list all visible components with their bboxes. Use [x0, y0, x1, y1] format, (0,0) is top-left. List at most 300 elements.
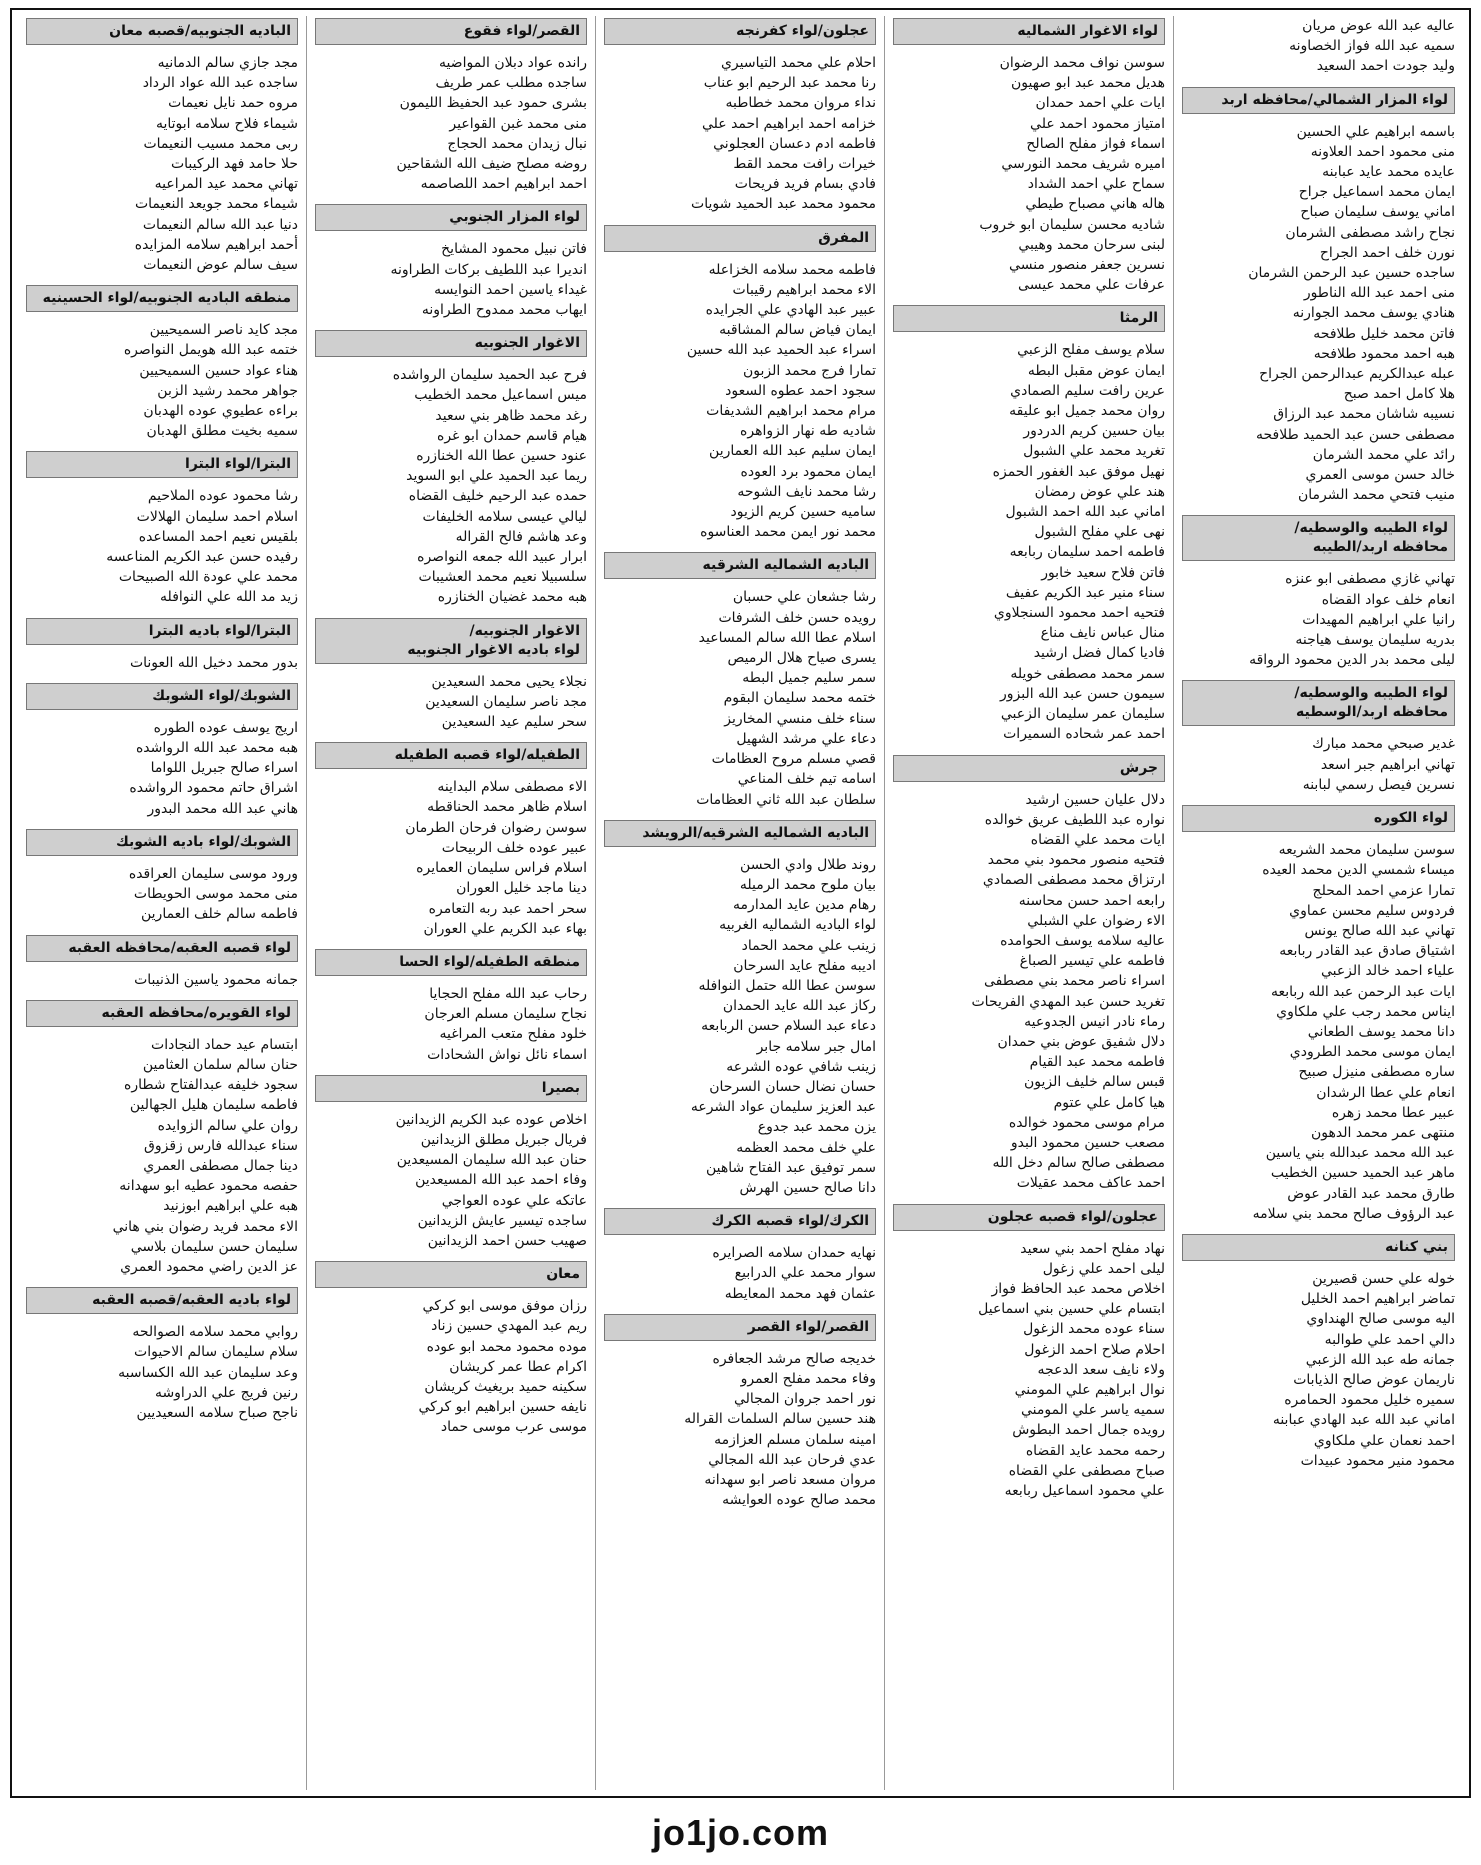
section-header: الشوبك/لواء الشوبك [26, 683, 298, 710]
section [315, 18, 587, 194]
list-item: نجاح راشد مصطفى الشرمان [1285, 224, 1455, 241]
list-item: ناجح صباح سلامه السعيديين [136, 1404, 298, 1421]
list-item: هبه علي ابراهيم ابوزنيد [163, 1198, 298, 1215]
list-item: رزان موفق موسى ابو كركي [422, 1298, 587, 1315]
list-item: رنا محمد عبد الرحيم ابو عناب [703, 75, 876, 92]
list-item: وعد سليمان عبد الله الكساسبه [118, 1364, 298, 1381]
list-item: بهاء عبد الكريم علي العوران [423, 920, 587, 937]
list-item: اسامه تيم خلف المناعي [737, 771, 876, 788]
list-item: سحر احمد عبد ربه التعامره [428, 900, 587, 917]
section-header: الرمثا [893, 305, 1165, 332]
list-item: اديبه مفلح عايد السرحان [733, 957, 876, 974]
list-item: ايمان محمود برد العوده [740, 463, 876, 480]
list-item: محمود محمد عبد الحميد شويات [691, 196, 876, 213]
list-item: اريج يوسف عوده الطوره [153, 719, 298, 736]
section-header: لواء الطيبه والوسطيه/ محافظه اربد/الوسطيه [1182, 680, 1455, 726]
list-item: سمر محمد مصطفى خويله [1010, 665, 1165, 682]
list-item: نسرين جعفر منصور منسي [1009, 257, 1165, 274]
list-item: عبد الله محمد عبدالله بني ياسين [1265, 1145, 1455, 1162]
list-item: بيان ملوح محمد الرميله [739, 876, 876, 893]
list-item: قصي مسلم مروح العظامات [711, 751, 876, 768]
list-item: رويده حسن خلف الشرفات [718, 609, 876, 626]
list-item: خوله علي حسن قصيرين [1312, 1270, 1455, 1287]
list-item: اماني عبد الله احمد الشبول [1005, 504, 1165, 521]
list-item: سميه بخيت مطلق الهدبان [146, 423, 298, 440]
list-item: ايات عبد الرحمن عبد الله ربابعه [1271, 983, 1455, 1000]
list-item: وليد جودت احمد السعيد [1316, 58, 1455, 75]
list-item: سحر سليم عيد السعيدين [441, 714, 587, 731]
list-item: لبنى سرحان محمد وهيبي [1018, 236, 1165, 253]
list-item: حنان عبد الله سليمان المسيعدين [396, 1152, 587, 1169]
list-item: صباح مصطفى علي القضاه [1008, 1462, 1165, 1479]
list-item: اسلام فراس سليمان العمايره [416, 860, 587, 877]
section-header: لواء القويره/محافظه العقبه [26, 1000, 298, 1027]
list-item: فرح عبد الحميد سليمان الرواشده [392, 367, 587, 384]
list-item: مروه حمد نايل نعيمات [168, 95, 298, 112]
section [1182, 16, 1455, 77]
list-item: رهام مدين عايد المدارمه [733, 897, 876, 914]
list-item: سمر توفيق عبد الفتاح شاهين [705, 1159, 876, 1176]
list-item: حنان سالم سلمان العثامين [142, 1056, 298, 1073]
section-header: البترا/لواء باديه البترا [26, 618, 298, 645]
list-item: عثمان فهد محمد المعايطه [724, 1285, 876, 1302]
section-header: الكرك/لواء قصبه الكرك [604, 1208, 876, 1235]
list-item: رشا محمد نايف الشوحه [737, 483, 876, 500]
list-item: ختمه عبد الله هويمل النواصره [123, 342, 298, 359]
list-item: محمد نور ايمن محمد العناسوه [700, 524, 876, 541]
section [26, 935, 298, 990]
section [1182, 1234, 1455, 1471]
list-item: ايمان سليم عبد الله العمارين [709, 443, 876, 460]
list-item: جواهر محمد رشيد الزبن [157, 382, 298, 399]
section-header: الشوبك/لواء باديه الشوبك [26, 829, 298, 856]
list-item: ايات محمد علي القضاه [1030, 831, 1165, 848]
list-item: تمارا فرج محمد الزبون [743, 362, 876, 379]
list-item: اخلاص عوده عبد الكريم الزيدانين [395, 1111, 587, 1128]
list-item: عبد العزيز سليمان عواد الشرعه [690, 1099, 876, 1116]
list-item: نبال زيدان محمد الحجاج [447, 135, 587, 152]
list-item: تهاني غازي مصطفى ابو عنزه [1285, 571, 1455, 588]
list-item: ساره مصطفى منيزل صبيح [1298, 1064, 1455, 1081]
list-item: فاديا كمال فضل ارشيد [1033, 645, 1165, 662]
list-item: نايفه حسين ابراهيم ابو كركي [418, 1399, 587, 1416]
list-item: مصطفى حسن عبد الحميد طلافحه [1256, 426, 1455, 443]
list-item: زينب علي محمد الحماد [741, 937, 876, 954]
list-item: خزامه احمد ابراهيم احمد علي [701, 115, 876, 132]
list-item: عنود حسين عطا الله الخنازره [416, 448, 587, 465]
list-item: هند علي عوض رمضان [1034, 483, 1165, 500]
list-item: ايمان عوض مقبل البطه [1027, 362, 1165, 379]
list-item: مرام محمد ابراهيم الشديفات [706, 403, 876, 420]
list-item: اسماء فواز مفلح الصالح [1026, 135, 1165, 152]
list-item: امال جبر سلامه جابر [756, 1038, 876, 1055]
list-item: باسمه ابراهيم علي الحسين [1296, 123, 1455, 140]
list-item: نداء مروان محمد خطاطبه [725, 95, 876, 112]
list-item: منيب فتحي محمد الشرمان [1297, 487, 1455, 504]
site-footer: jo1jo.com [651, 1812, 830, 1853]
list-item: ايمان فياض سالم المشاقبه [719, 322, 876, 339]
list-item: تغريد حسن عبد المهدي الفريحات [971, 993, 1165, 1010]
list-item: شيماء فلاح سلامه ابوتايه [155, 115, 298, 132]
list-item: سمر سليم جميل البطه [742, 670, 876, 687]
section-header: البترا/لواء البترا [26, 451, 298, 478]
list-item: فاتن نبيل محمود المشايخ [441, 241, 587, 258]
list-item: رحاب عبد الله مفلح الحجايا [429, 985, 587, 1002]
list-item: رائد علي محمد الشرمان [1312, 446, 1455, 463]
list-item: براءه عطيوي عوده الهدبان [143, 403, 298, 420]
list-item: سوسن عطا الله حتمل النوافله [698, 977, 876, 994]
list-item: لواء الباديه الشماليه الغربيه [719, 917, 876, 934]
list-item: اسراء عبد الحميد عبد الله حسين [686, 342, 876, 359]
list-item: ساجده تيسير عايش الزيدانين [417, 1212, 587, 1229]
list-item: مصعب حسين محمود البدو [1010, 1134, 1165, 1151]
list-item: عز الدين راضي محمود العمري [120, 1258, 298, 1275]
section [26, 618, 298, 673]
list-item: ابتسام علي حسين بني اسماعيل [978, 1301, 1165, 1318]
list-item: هاني عبد الله محمد البدور [147, 800, 298, 817]
list-item: غدير صبحي محمد مبارك [1312, 736, 1455, 753]
list-item: سلام سليمان سالم الاحيوات [134, 1344, 298, 1361]
list-item: نهاد مفلح احمد بني سعيد [1020, 1240, 1165, 1257]
list-item: سكينه حميد بريغيث كريشان [424, 1378, 587, 1395]
list-item: ريم عبد المهدي حسين زناد [431, 1318, 587, 1335]
list-item: ساجده عبد الله عواد الرداد [142, 75, 298, 92]
section [315, 949, 587, 1065]
list-item: موسى عرب موسى حماد [440, 1419, 587, 1436]
list-item: عبير عوده خلف الربيحات [441, 839, 587, 856]
list-item: عبير عطا محمد زهره [1331, 1104, 1455, 1121]
section [893, 305, 1165, 744]
list-item: حسان نضال حسان السرحان [709, 1078, 876, 1095]
list-item: ساجده مطلب عمر طريف [435, 75, 587, 92]
list-item: اشتياق صادق عبد القادر ربابعه [1279, 943, 1455, 960]
list-item: محمد علي عودة الله الصبيحات [118, 569, 298, 586]
list-item: اماني يوسف سليمان صباح [1300, 204, 1455, 221]
section [1182, 680, 1455, 795]
list-item: بشرى حمود عبد الحفيظ الليمون [399, 95, 587, 112]
list-item: انعام خلف عواد القضاه [1321, 591, 1455, 608]
section [604, 1208, 876, 1304]
list-item: جمانه طه عبد الله الزعبي [1305, 1351, 1455, 1368]
list-item: روضه مصلح ضيف الله الشقاحين [396, 156, 587, 173]
list-item: سيمون حسن عبد الله البزور [999, 685, 1165, 702]
section [315, 618, 587, 733]
list-item: رانيا علي ابراهيم المهيدات [1302, 611, 1455, 628]
section-header: الباديه الجنوبيه/قصبه معان [26, 18, 298, 45]
section-header: لواء الطيبه والوسطيه/ محافظه اربد/الطيبه [1182, 515, 1455, 561]
list-item: سوار محمد علي الدرابيع [734, 1265, 876, 1282]
section-header: بني كنانه [1182, 1234, 1455, 1261]
list-item: دلال شفيق عوض بني حمدان [997, 1033, 1165, 1050]
list-item: محمد صالح عوده العوايشه [722, 1492, 876, 1509]
section-header: الباديه الشماليه الشرقيه/الرويشد [604, 820, 876, 847]
list-item: نهيل موفق عبد الغفور الحمزه [992, 463, 1165, 480]
list-item: رشا محمود عوده الملاحيم [147, 488, 298, 505]
list-item: سميه عبد الله فواز الخصاونه [1289, 38, 1455, 55]
list-item: اكرام عطا عمر كريشان [449, 1358, 587, 1375]
list-item: رويده جمال احمد البطوش [1012, 1422, 1165, 1439]
list-item: عبله عبدالكريم عبدالرحمن الجراح [1259, 366, 1455, 383]
list-item: احمد نعمان علي ملكاوي [1313, 1432, 1455, 1449]
list-item: مجد ناصر سليمان السعيدين [425, 693, 587, 710]
section [26, 1287, 298, 1423]
section-header: الاغوار الجنوبيه [315, 330, 587, 357]
list-item: نهايه حمدان سلامه الصرايره [712, 1245, 876, 1262]
section-header: الباديه الشماليه الشرقيه [604, 552, 876, 579]
list-item: أحمد ابراهيم سلامه المزايده [134, 236, 298, 253]
list-item: عاتكه علي عوده العواجي [441, 1192, 587, 1209]
list-item: نجلاء يحيى محمد السعيدين [431, 673, 587, 690]
list-item: ساجده حسين عبد الرحمن الشرمان [1248, 265, 1455, 282]
list-item: عبد الرؤوف صالح محمد بني سلامه [1252, 1205, 1455, 1222]
list-item: ايناس محمد رجب علي ملكاوي [1276, 1003, 1455, 1020]
list-item: مجد كايد ناصر السميحيين [149, 322, 298, 339]
section-header: القصر/لواء فقوع [315, 18, 587, 45]
list-item: ختمه محمد سليمان البقوم [723, 690, 876, 707]
list-item: فاطمه علي تيسير الصباغ [1019, 953, 1165, 970]
list-item: دالي احمد علي طوالبه [1324, 1331, 1455, 1348]
list-item: منى محمد موسى الحويطات [133, 886, 298, 903]
section [315, 1261, 587, 1437]
list-item: روابي محمد سلامه الصوالحه [132, 1324, 298, 1341]
list-item: عاليه عبد الله عوض مريان [1302, 18, 1455, 34]
section-header: بصيرا [315, 1075, 587, 1102]
list-item: بدور محمد دخيل الله العونات [129, 654, 298, 671]
columns-container [18, 16, 1463, 1790]
list-item: سوسن رضوان فرحان الطرمان [405, 819, 587, 836]
column-3 [596, 16, 885, 1790]
list-item: اسلام ظاهر محمد الحناقطه [427, 799, 587, 816]
column-2 [885, 16, 1174, 1790]
list-item: ليلى محمد بدر الدين محمود الرواقه [1249, 652, 1455, 669]
list-item: عايده محمد عايد عبابنه [1322, 164, 1455, 181]
section-header: القصر/لواء القصر [604, 1314, 876, 1341]
list-item: اسلام عطا الله سالم المساعيد [698, 629, 876, 646]
section-header: الاغوار الجنوبيه/ لواء باديه الاغوار الجنوبيه [315, 618, 587, 664]
list-item: انديرا عبد اللطيف بركات الطراونه [390, 261, 587, 278]
list-item: صهيب حسن احمد الزيدانين [427, 1232, 587, 1249]
list-item: الاء مصطفى سلام البداينه [437, 779, 587, 796]
list-item: اليه موسى صالح الهنداوي [1306, 1311, 1455, 1328]
list-item: خلود مفلح متعب المراغيه [439, 1026, 587, 1043]
section-header: عجلون/لواء قصبه عجلون [893, 1204, 1165, 1231]
section [26, 451, 298, 607]
list-item: ميس اسماعيل محمد الخطيب [414, 387, 587, 404]
list-item: اسماء نائل نواش الشحادات [427, 1046, 587, 1063]
list-item: تغريد محمد علي الشبول [1023, 443, 1165, 460]
section [604, 18, 876, 215]
list-item: علي محمود اسماعيل ربابعه [1004, 1483, 1165, 1499]
list-item: نورن خلف احمد الجراح [1319, 244, 1455, 261]
section [315, 204, 587, 320]
list-item: سوسن سليمان محمد الشريعه [1278, 842, 1455, 859]
list-item: هناء عواد حسين السميحيين [139, 362, 298, 379]
list-item: مجد جازي سالم الدمانيه [157, 55, 298, 71]
list-item: نجاح سليمان مسلم العرجان [424, 1006, 587, 1023]
list-item: غيداء ياسين احمد النوايسه [434, 281, 587, 298]
list-item: تهاني ابراهيم جبر اسعد [1320, 756, 1455, 773]
list-item: هنادي يوسف محمد الجوارنه [1292, 305, 1455, 322]
section [315, 330, 587, 607]
list-item: سيف سالم عوض النعيمات [143, 257, 298, 274]
list-item: حفصه محمود عطيه ابو سهدانه [119, 1178, 298, 1195]
column-1 [1174, 16, 1463, 1790]
list-item: دعاء عبد السلام حسن الربابعه [701, 1018, 876, 1035]
list-item: يزن محمد عبد جدوع [757, 1119, 876, 1136]
list-item: سميره خليل محمود الحمامره [1284, 1392, 1455, 1409]
list-item: سناء خلف منسي المخاريز [724, 710, 876, 727]
section [26, 829, 298, 925]
list-item: ربى محمد مسيب النعيمات [143, 135, 298, 152]
list-item: نوال ابراهيم علي المومني [1014, 1381, 1165, 1398]
list-item: شاديه محسن سليمان ابو خروب [979, 216, 1165, 233]
list-item: اماني عبد الله عبد الهادي عبابنه [1272, 1412, 1455, 1429]
list-item: عرين رافت سليم الصمادي [1010, 382, 1165, 399]
list-item: احمد ابراهيم احمد اللصاصمه [420, 176, 587, 193]
list-item: روان علي سالم الزوايده [157, 1117, 298, 1134]
list-item: سجود خليفه عبدالفتاح شطاره [124, 1077, 298, 1094]
list-item: هبه احمد محمود طلافحه [1313, 345, 1455, 362]
list-item: رنين فريج علي الدراوشه [154, 1384, 298, 1401]
list-item: ارتزاق محمد مصطفى الصمادي [982, 872, 1165, 889]
list-item: بيان حسين كريم الدردور [1023, 423, 1165, 440]
list-item: بلقيس نعيم احمد المساعده [138, 528, 298, 545]
list-item: هيا كامل علي عتوم [1053, 1094, 1165, 1111]
list-item: ابرار عبيد الله جمعه النواصره [417, 549, 587, 566]
list-item: خديجه صالح مرشد الجعافره [712, 1350, 876, 1367]
section [1182, 515, 1455, 670]
list-item: الاء محمد ابراهيم رقيبات [732, 281, 876, 298]
list-item: علياء احمد خالد الزعبي [1320, 963, 1455, 980]
list-item: خالد حسن موسى العمري [1305, 467, 1455, 484]
list-item: مصطفى صالح سالم دخل الله [992, 1155, 1165, 1172]
newspaper-page [10, 8, 1471, 1798]
list-item: ليالي عيسى سلامه الخليفات [422, 508, 587, 525]
section-header: معان [315, 1261, 587, 1288]
list-item: فادي بسام فريد فريحات [734, 176, 876, 193]
list-item: منى محمد غبن القواعير [449, 115, 587, 132]
list-item: دانا محمد يوسف الطعاني [1307, 1023, 1455, 1040]
section [26, 683, 298, 819]
list-item: علي خلف محمد العظمه [736, 1139, 876, 1156]
list-item: فاطمه ادم دعسان العجلوني [713, 135, 876, 152]
list-item: فاطمه محمد عبد القيام [1029, 1054, 1165, 1071]
section [604, 552, 876, 809]
list-item: امينه سلمان مسلم العزازمه [714, 1431, 876, 1448]
list-item: ريما عبد الحميد علي ابو السويد [406, 468, 587, 485]
list-item: هبه محمد عبد الله الرواشده [135, 740, 298, 757]
list-item: مروان مسعد ناصر ابو سهدانه [704, 1471, 876, 1488]
list-item: موده محمود محمد ابو عوده [426, 1338, 587, 1355]
section [26, 18, 298, 275]
list-item: هبه محمد غضيان الخنازره [437, 589, 587, 606]
list-item: رشا جشعان علي حسبان [732, 589, 876, 606]
list-item: نسرين فيصل رسمي لبابنه [1302, 776, 1455, 793]
list-item: سماح علي احمد الشداد [1027, 176, 1165, 193]
list-item: دينا ماجد خليل العوران [456, 880, 587, 897]
list-item: يسرى صياح هلال الرميص [727, 650, 876, 667]
list-item: بدريه سليمان يوسف هياجنه [1295, 632, 1455, 649]
list-item: رانده عواد دبلان المواضيه [438, 55, 587, 71]
section [893, 18, 1165, 295]
section-header: منطقه الطفيله/لواء الحسا [315, 949, 587, 976]
list-item: ابتسام عيد حماد النجادات [151, 1036, 298, 1053]
list-item: سلام يوسف مفلح الزعبي [1017, 342, 1165, 359]
list-item: محمود منير محمود عبيدات [1300, 1452, 1455, 1469]
list-item: ماهر عبد الحميد حسين الخطيب [1270, 1165, 1455, 1182]
section-header: لواء قصبه العقبه/محافظه العقبه [26, 935, 298, 962]
list-item: ناريمان عوض صالح الذيابات [1293, 1371, 1455, 1388]
list-item: ركاز عبد الله عايد الحمدان [722, 998, 876, 1015]
list-item: امتياز محمود احمد علي [1030, 115, 1165, 132]
list-item: عدي فرحان عبد الله المجالي [708, 1451, 876, 1468]
section-header: جرش [893, 755, 1165, 782]
column-4 [307, 16, 596, 1790]
list-item: فريال جبريل مطلق الزيدانين [420, 1131, 587, 1148]
list-item: ساميه حسين كريم الزيود [730, 504, 876, 521]
list-item: رفيده حسن عبد الكريم المناعسه [106, 549, 298, 566]
section-header: المفرق [604, 225, 876, 252]
list-item: رابعه احمد حسن محاسنه [1018, 892, 1165, 909]
section-header: عجلون/لواء كفرنجه [604, 18, 876, 45]
list-item: ورود موسى سليمان العراقده [128, 865, 298, 882]
list-item: فاتن فلاح سعيد خابور [1041, 564, 1165, 581]
list-item: تهاني عبد الله صالح يونس [1304, 922, 1455, 939]
list-item: وفاء محمد مفلح العمرو [740, 1370, 876, 1387]
list-item: فتحيه احمد محمود السنجلاوي [993, 605, 1165, 622]
list-item: اخلاص محمد عبد الحافظ فواز [991, 1280, 1165, 1297]
list-item: تمارا عزمي احمد المحلج [1312, 882, 1455, 899]
list-item: سلطان عبد الله ثاني العظامات [696, 791, 876, 808]
section [893, 1204, 1165, 1502]
list-item: دعاء علي مرشد الشهيل [736, 730, 876, 747]
section-header: لواء الكوره [1182, 805, 1455, 832]
list-item: ايمان موسى محمد الطرودي [1289, 1044, 1455, 1061]
list-item: اشراق حاتم محمود الرواشده [129, 780, 298, 797]
list-item: نهى علي مفلح الشبول [1034, 524, 1165, 541]
list-item: سجود احمد عطوه السعود [725, 382, 876, 399]
list-item: عرفات علي محمد عيسى [1018, 277, 1165, 294]
section [604, 225, 876, 543]
list-item: تماضر ابراهيم احمد الخليل [1300, 1291, 1455, 1308]
section [315, 1075, 587, 1251]
list-item: شيماء محمد جويعد النعيمات [134, 196, 298, 213]
list-item: حمده عبد الرحيم خليف القضاه [408, 488, 587, 505]
list-item: فردوس سليم محسن عماوي [1289, 902, 1455, 919]
list-item: انعام علي عطا الرشدان [1316, 1084, 1455, 1101]
list-item: فتحيه منصور محمود بني محمد [987, 852, 1165, 869]
list-item: منى محمود احمد العلاونه [1310, 143, 1455, 160]
list-item: زيد مد الله علي النوافله [160, 589, 298, 606]
list-item: ليلى احمد علي زغول [1042, 1260, 1165, 1277]
list-item: ميساء شمسي الدين محمد العيده [1262, 862, 1455, 879]
list-item: ايهاب محمد ممدوح الطراونه [421, 302, 587, 319]
list-item: نسيبه شاشان محمد عبد الرزاق [1273, 406, 1455, 423]
list-item: دانا صالح حسين الهرش [739, 1179, 876, 1196]
list-item: سوسن نواف محمد الرضوان [999, 55, 1165, 71]
list-item: شاديه طه نهار الزواهره [740, 423, 876, 440]
section-header: لواء المزار الجنوبي [315, 204, 587, 231]
list-item: نور احمد جروان المجالي [733, 1391, 876, 1408]
list-item: فاتن محمد خليل طلافحه [1313, 325, 1455, 342]
list-item: ايمان محمد اسماعيل جراح [1298, 184, 1455, 201]
list-item: روند طلال وادي الحسن [740, 856, 876, 873]
list-item: دينا جمال مصطفى العمري [143, 1157, 298, 1174]
list-item: روان محمد جميل ابو عليقه [1009, 403, 1165, 420]
list-item: الاء محمد فريد رضوان بني هاني [112, 1218, 298, 1235]
list-item: طارق محمد عبد القادر عوض [1287, 1185, 1455, 1202]
list-item: هند حسين سالم السلمات القراله [684, 1411, 876, 1428]
